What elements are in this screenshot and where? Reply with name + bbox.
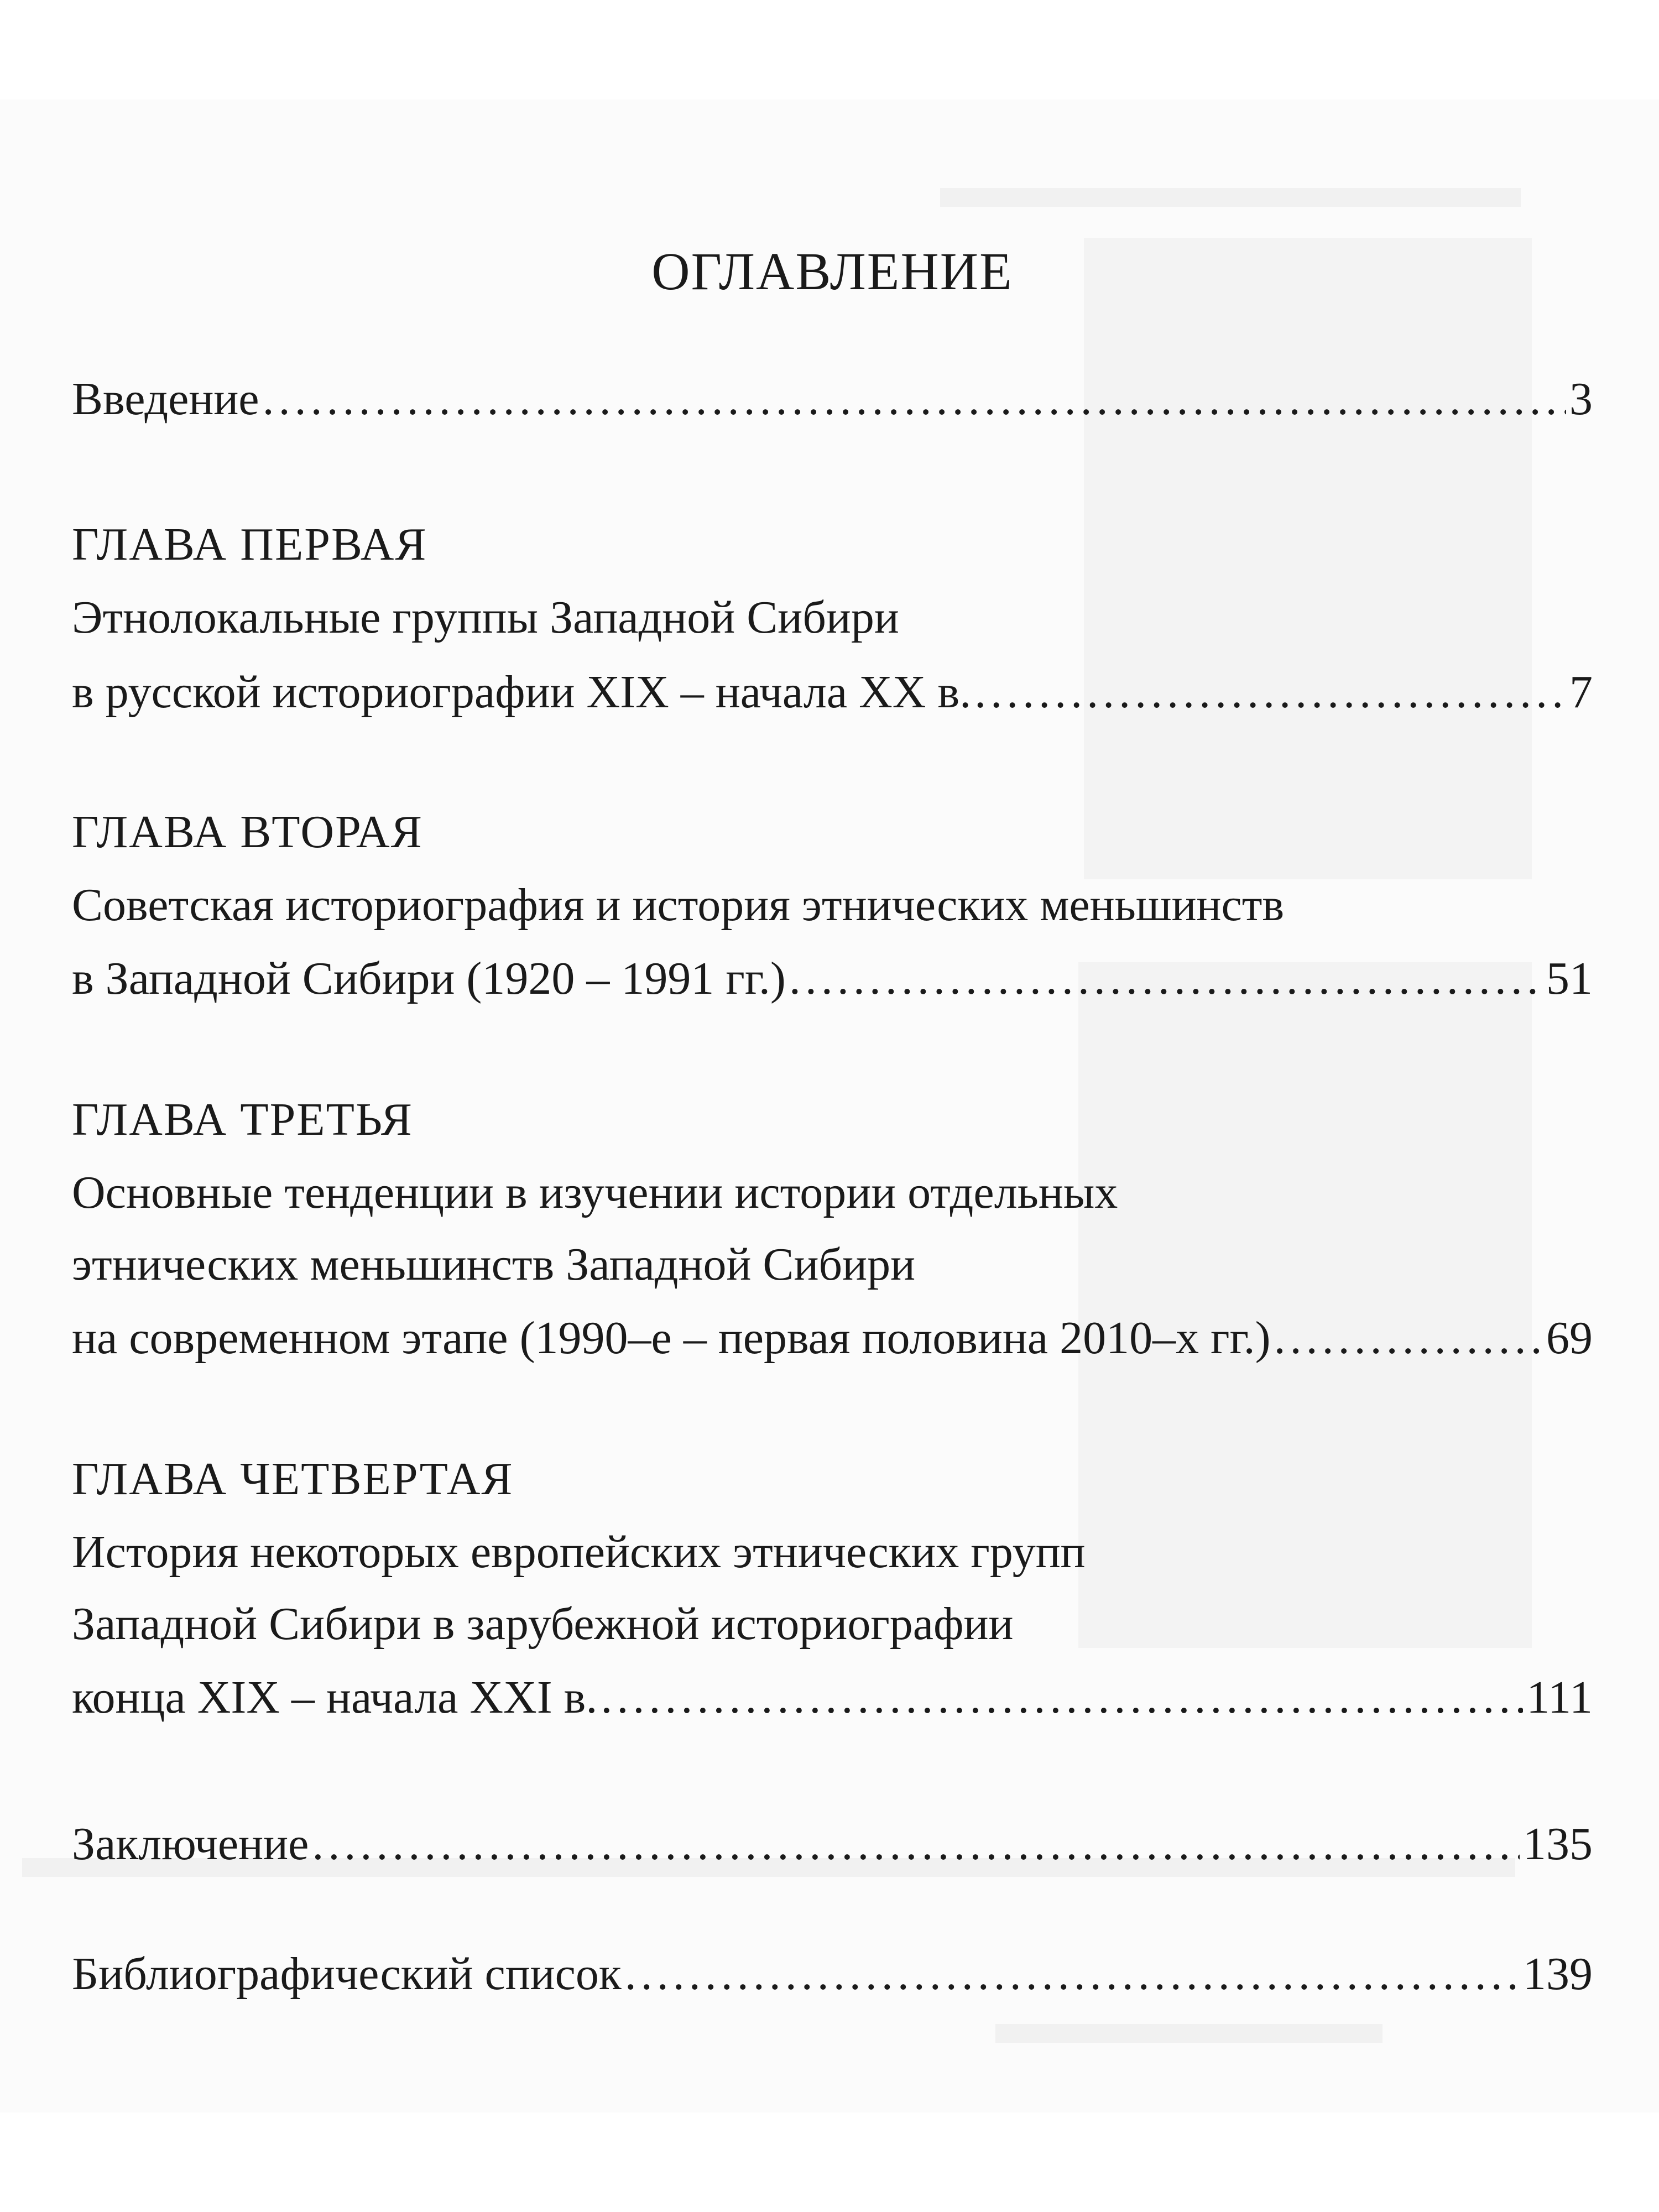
toc-page-number: 51 bbox=[1546, 953, 1593, 1004]
toc-page-number: 7 bbox=[1569, 666, 1593, 718]
toc-page-number: 139 bbox=[1523, 1948, 1593, 2000]
chapter-title-line: Этнолокальные группы Западной Сибири bbox=[72, 592, 899, 643]
chapter-heading-4: ГЛАВА ЧЕТВЕРТАЯ bbox=[72, 1453, 514, 1505]
chapter-title-line: Основные тенденции в изучении истории отдельных bbox=[72, 1167, 1118, 1218]
toc-entry-label: Заключение bbox=[72, 1818, 309, 1870]
chapter-title-line: конца XIX – начала XXI в. bbox=[72, 1672, 598, 1723]
toc-entry-label: Библиографический список bbox=[72, 1948, 622, 2000]
toc-page-number: 135 bbox=[1523, 1818, 1593, 1870]
toc-entry-intro[interactable] bbox=[72, 372, 1593, 427]
chapter-heading-1: ГЛАВА ПЕРВАЯ bbox=[72, 519, 427, 570]
chapter-title-line: этнических меньшинств Западной Сибири bbox=[72, 1239, 916, 1290]
chapter-title-line: Западной Сибири в зарубежной историографии bbox=[72, 1598, 1014, 1650]
toc-page-number: 3 bbox=[1569, 373, 1593, 425]
chapter-title-line: на современном этапе (1990–е – первая половина 2010–х гг.) bbox=[72, 1312, 1271, 1364]
dot-leader bbox=[312, 1817, 1520, 1872]
chapter-title-line: История некоторых европейских этнических групп bbox=[72, 1526, 1086, 1578]
toc-entry-conclusion[interactable] bbox=[72, 1817, 1593, 1872]
chapter-heading-2: ГЛАВА ВТОРАЯ bbox=[72, 806, 423, 858]
dot-leader bbox=[1274, 1311, 1543, 1366]
dot-leader bbox=[625, 1947, 1520, 2002]
dot-leader bbox=[974, 665, 1566, 720]
dot-leader bbox=[263, 372, 1566, 427]
chapter-title-line: в русской историографии XIX – начала XX в. bbox=[72, 666, 972, 718]
bleed-through-line bbox=[940, 188, 1521, 207]
chapter-title-line: в Западной Сибири (1920 – 1991 гг.) bbox=[72, 953, 786, 1004]
toc-page-number: 111 bbox=[1526, 1672, 1593, 1723]
dot-leader bbox=[601, 1670, 1523, 1725]
chapter-heading-3: ГЛАВА ТРЕТЬЯ bbox=[72, 1094, 413, 1145]
toc-entry-label: Введение bbox=[72, 373, 259, 425]
toc-entry-bibliography[interactable] bbox=[72, 1947, 1593, 2002]
toc-entry-chapter-4[interactable] bbox=[72, 1670, 1593, 1725]
dot-leader bbox=[789, 951, 1543, 1006]
chapter-title-line: Советская историография и история этнических меньшинств bbox=[72, 879, 1285, 931]
toc-entry-chapter-1[interactable] bbox=[72, 665, 1593, 720]
toc-page-number: 69 bbox=[1546, 1312, 1593, 1364]
toc-title: ОГЛАВЛЕНИЕ bbox=[651, 242, 1013, 301]
toc-entry-chapter-2[interactable] bbox=[72, 951, 1593, 1006]
toc-entry-chapter-3[interactable] bbox=[72, 1311, 1593, 1366]
bleed-through-line bbox=[995, 2024, 1383, 2043]
